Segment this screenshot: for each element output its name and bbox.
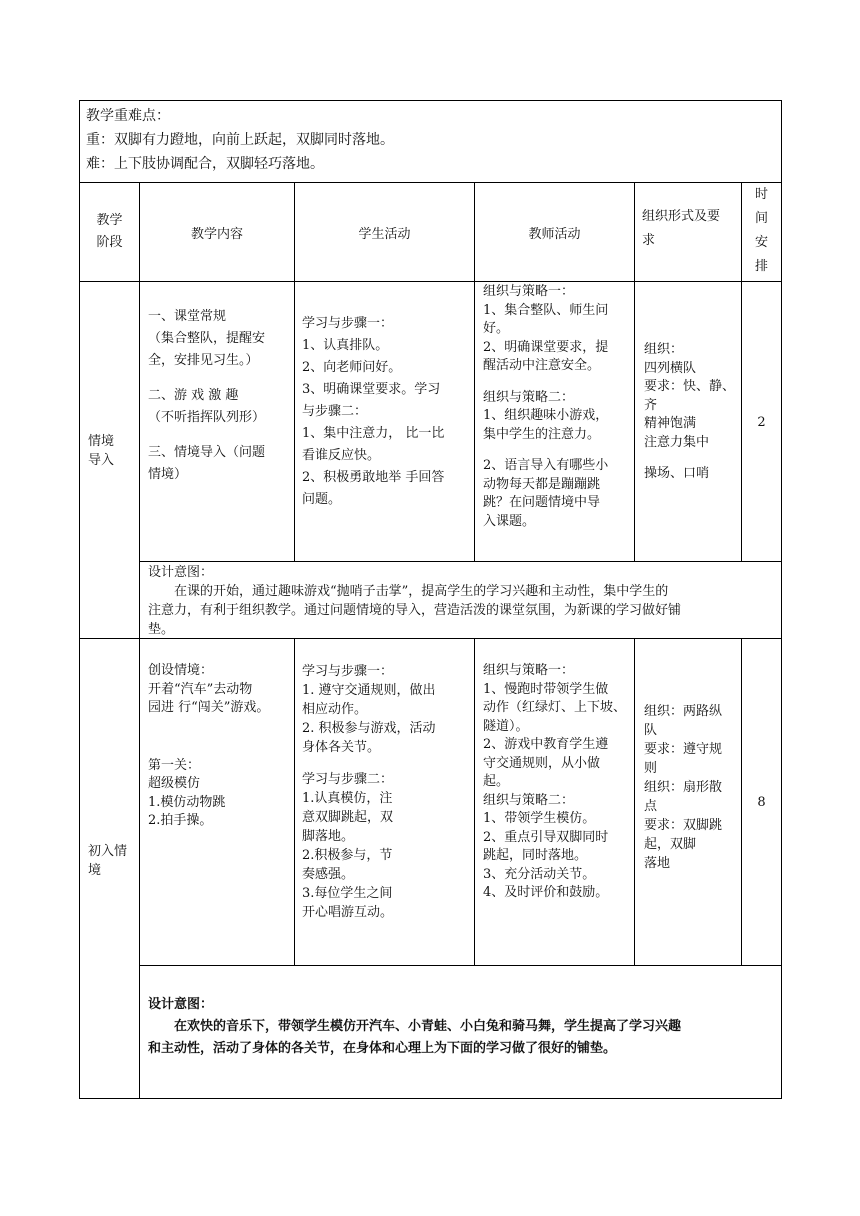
cell-line: 落地 [644,856,671,871]
cell-line: 点 [644,799,658,814]
border-bottom [79,1098,782,1099]
cell-line: 问题。 [302,492,342,507]
section2-time [742,792,781,812]
section1-org [644,341,740,484]
border-design1-top [139,561,782,562]
cell-line: 组织：扇形散 [644,780,723,795]
cell-line: 1、带领学生模仿。 [483,811,596,826]
section2-design [148,994,778,1060]
cell-line: 起，双脚 [644,837,697,852]
header-teacher-label: 教师活动 [528,226,581,242]
cell-line: 2、语言导入有哪些小 [483,458,609,473]
cell-line: 1、集合整队、师生问 [483,302,609,318]
cell-line: 组织与策略一： [483,663,575,678]
section2-stage [88,842,138,880]
section1-design [148,563,778,639]
header-student-label: 学生活动 [358,226,411,242]
cell-line: 操场、口哨 [644,466,710,481]
header-student [295,183,474,281]
key-points [86,104,776,180]
stage-line: 初入情 [88,844,128,859]
cell-line: 3.每位学生之间 [302,886,393,901]
time-value: 8 [757,794,766,810]
cell-line: 园进 行“闯关”游戏。 [148,700,270,715]
section1-time [742,412,781,432]
cell-line: 情境） [148,467,188,482]
cell-line [302,757,474,770]
border-right [781,100,782,1098]
cell-line: 身体各关节。 [302,740,381,755]
border-design2-top [139,965,782,966]
cell-line: 学习与步骤二： [302,772,394,787]
cell-line: 2.积极参与，节 [302,848,393,863]
cell-line: 意双脚跳起，双 [302,810,394,825]
border-header-bottom [79,281,782,282]
cell-line: 1、认真排队。 [302,338,389,353]
cell-line: 跳？在问题情境中导 [483,495,601,510]
cell-line: 2.拍手操。 [148,813,213,828]
cell-line: 一、课堂常规 [148,309,227,324]
cell-line: 脚落地。 [302,829,355,844]
cell-line: 看谁反应快。 [302,448,381,463]
header-org [642,205,740,265]
cell-line [148,718,293,731]
cell-line: 超级模仿 [148,776,201,791]
header-stage [80,183,139,281]
cell-line [148,731,293,744]
header-org-line: 组织形式及要 [642,209,721,224]
header-time-line: 时 [754,187,768,202]
cell-line: 相应动作。 [302,702,368,717]
header-time-line: 安 [754,235,768,250]
cell-line: 跳起，同时落地。 [483,848,588,863]
design-line: 在欢快的音乐下，带领学生模仿开汽车、小青蛙、小白兔和骑马舞，学生提高了学习兴趣 [174,1019,682,1034]
header-teacher [475,183,634,281]
cell-line: 组织与策略一： [483,284,575,299]
header-content [140,183,294,281]
cell-line: 齐 [644,397,658,413]
cell-line: 组织与策略二： [483,389,575,405]
cell-line: 起。 [483,774,510,789]
cell-line: 2. 积极参与游戏，活动 [302,721,436,736]
cell-line: 2、重点引导双脚同时 [483,829,609,845]
cell-line: 醒活动中注意安全。 [483,358,601,373]
cell-line: 组织：两路纵 [644,704,723,719]
cell-line: 动作（红绿灯、上下坡、 [483,700,627,715]
border-top [79,100,782,101]
header-time-line: 间 [754,211,768,226]
cell-line: 1.模仿动物跳 [148,794,226,810]
border-col4-b [634,638,635,965]
key-point-important: 重：双脚有力蹬地，向前上跃起，双脚同时落地。 [86,132,394,148]
cell-line: 开心唱游互动。 [302,905,394,920]
cell-line: 要求：双脚跳 [644,818,723,833]
header-stage-line: 阶段 [96,235,123,250]
cell-line [644,452,740,465]
cell-line: 与步骤二： [302,404,368,419]
section2-org [644,702,740,873]
border-col2-b [294,638,295,965]
key-points-title: 教学重难点： [86,108,170,124]
stage-line: 境 [88,863,102,878]
cell-line: 创设情境： [148,663,214,678]
design-title: 设计意图： [148,565,214,580]
design-line: 垫。 [148,622,175,637]
cell-line [148,429,293,442]
cell-line: 则 [644,761,658,776]
cell-line: 全，安排见习生。） [148,353,259,368]
cell-line: 三、情境导入（问题 [148,445,266,460]
cell-line: 学习与步骤一： [302,316,394,331]
section2-student [302,662,474,922]
cell-line: 奏感强。 [302,867,355,882]
cell-line: 2、游戏中教育学生遵 [483,737,609,752]
section1-content [148,306,293,486]
cell-line: 隧道）。 [483,718,529,734]
cell-line: 四列横队 [644,360,697,376]
header-time-line: 排 [754,259,768,274]
design-line: 和主动性，活动了身体的各关节，在身体和心理上为下面的学习做了很好的铺垫。 [148,1041,617,1056]
design-line: 在课的开始，通过趣味游戏“抛哨子击掌”，提高学生的学习兴趣和主动性，集中学生的 [174,584,669,599]
cell-line: 动物每天都是蹦蹦跳 [483,476,601,492]
cell-line [483,376,633,389]
cell-line: 守交通规则，从小做 [483,755,601,771]
header-stage-line: 教学 [96,213,123,228]
cell-line: 1、集中注意力， 比一比 [302,426,445,441]
cell-line: 精神饱满 [644,416,697,431]
stage-line: 导入 [88,453,115,468]
section2-content [148,662,293,831]
cell-line: （不听指挥队列形） [148,410,266,425]
section1-teacher [483,283,633,531]
border-col1 [139,182,140,1098]
key-point-difficult: 难：上下肢协调配合，双脚轻巧落地。 [86,156,324,172]
border-col3-b [474,638,475,965]
cell-line: 入课题。 [483,513,536,529]
cell-line: 二、游 戏 激 趣 [148,388,239,403]
cell-line: 注意力集中 [644,434,710,450]
cell-line [148,372,293,385]
cell-line: 4、及时评价和鼓励。 [483,885,609,900]
cell-line: 2、积极勇敢地举 手回答 [302,470,445,485]
cell-line: 1.认真模仿，注 [302,791,393,806]
cell-line: 集中学生的注意力。 [483,426,601,442]
cell-line: （集合整队，提醒安 [148,331,266,346]
section1-stage [88,432,138,470]
cell-line: 组织与策略二： [483,792,575,808]
header-content-label: 教学内容 [190,226,243,242]
cell-line: 2、明确课堂要求，提 [483,339,609,355]
cell-line: 队 [644,723,658,738]
cell-line [483,444,633,457]
time-value: 2 [757,414,766,430]
cell-line: 2、向老师问好。 [302,360,402,375]
cell-line: 1. 遵守交通规则，做出 [302,683,436,698]
stage-line: 情境 [88,434,115,449]
header-time [742,183,781,281]
cell-line: 3、明确课堂要求。学习 [302,382,441,397]
cell-line [148,744,293,757]
cell-line: 开着“汽车”去动物 [148,681,253,697]
header-org-line: 求 [642,233,656,248]
cell-line: 组织： [644,342,684,357]
cell-line: 1、组织趣味小游戏， [483,408,609,423]
cell-line: 3、充分活动关节。 [483,866,596,882]
cell-line: 1、慢跑时带领学生做 [483,681,609,697]
border-col4-a [634,182,635,561]
design-title: 设计意图： [148,997,214,1012]
section2-teacher [483,662,633,903]
cell-line: 要求：快、静、 [644,379,736,394]
cell-line: 学习与步骤一： [302,664,394,679]
cell-line: 好。 [483,321,510,336]
design-line: 注意力，有利于组织教学。通过问题情境的导入，营造活泼的课堂氛围，为新课的学习做好铺 [148,603,682,618]
cell-line: 第一关： [148,757,201,773]
section1-student [302,313,474,511]
cell-line: 要求：遵守规 [644,742,723,757]
